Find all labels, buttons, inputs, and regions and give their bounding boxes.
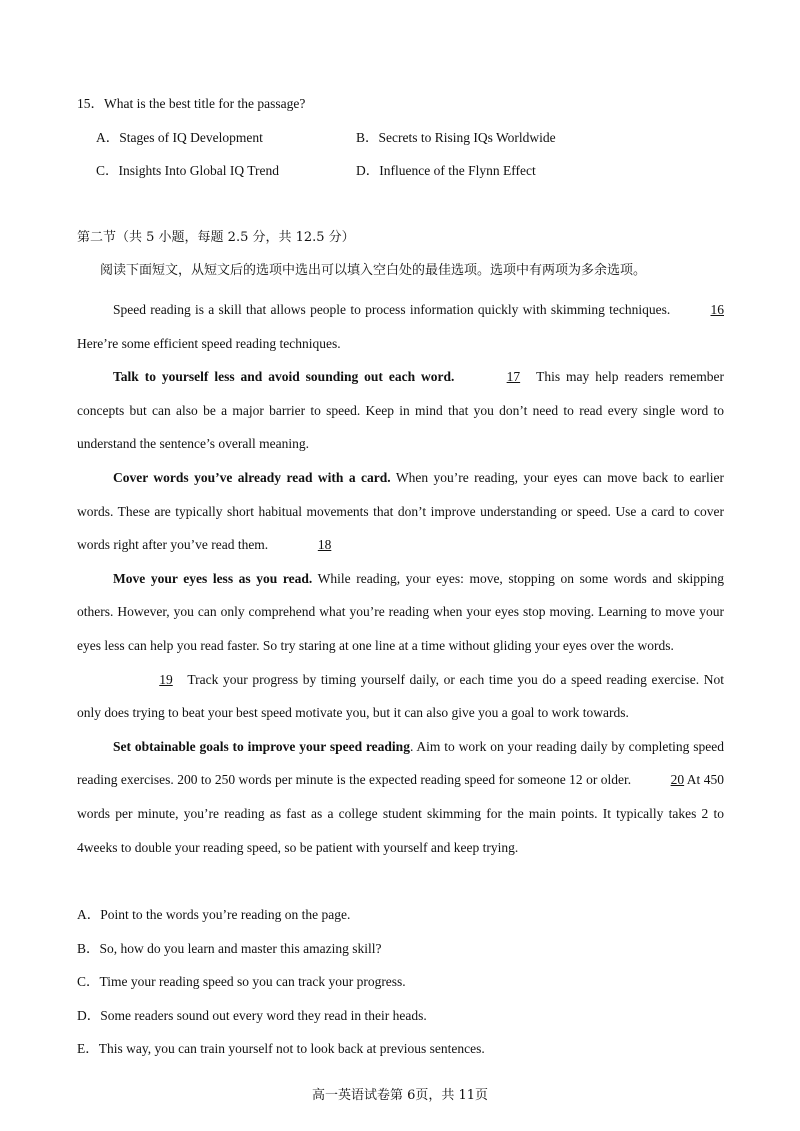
section-title: 第二节（共 5 小题，每题 2.5 分，共 12.5 分）: [77, 230, 355, 245]
paragraph-text: Track your progress by timing yourself daily, or each time you do a speed reading exercise. Not only does trying to beat your best speed motivate you, but it can also give you a goal to work towards.: [77, 671, 724, 721]
blank-20: 20: [670, 772, 685, 788]
paragraph-heading: Move your eyes less as you read.: [113, 570, 313, 586]
paragraph-heading: Talk to yourself less and avoid sounding out each word.: [113, 369, 455, 385]
passage-paragraph-6: [77, 730, 724, 864]
paragraph-text: This may help readers remember concepts but can also be a major barrier to speed. Keep in mind that you don’t need to read every single word to understand the sentence’s overall meaning.: [77, 369, 725, 452]
question-15-option-c: C．Insights Into Global IQ Trend: [96, 163, 280, 178]
paragraph-heading: Set obtainable goals to improve your speed reading: [113, 738, 410, 754]
paragraph-text: Speed reading is a skill that allows people to process information quickly with skimming techniques.: [113, 302, 671, 317]
passage-paragraph-5: [77, 663, 724, 730]
passage-paragraph-4: [77, 562, 724, 663]
passage-paragraph-1: [77, 293, 724, 360]
blank-16: 16: [710, 302, 724, 317]
blank-18: 18: [317, 537, 332, 553]
passage-paragraph-2: [77, 360, 724, 461]
paragraph-heading: Cover words you’ve already read with a card.: [113, 469, 391, 485]
paragraph-text: When you’re reading, your eyes can move back to earlier words. These are typically short habitual movements that don’t improve understanding or speed. Use a card to cover words right after you’ve read them.: [77, 469, 724, 553]
blank-17: 17: [506, 369, 521, 385]
choice-c: C．Time your reading speed so you can track your progress.: [77, 974, 406, 990]
question-15-stem: 15．What is the best title for the passage?: [77, 96, 306, 111]
page-footer: 高一英语试卷第 6页，共 11页: [311, 1088, 489, 1103]
paragraph-text: . Aim to work on your reading daily by completing speed reading exercises. 200 to 250 words per minute is the expected reading speed for someone 12 or older.: [77, 738, 724, 788]
reading-passage: [77, 293, 724, 864]
answer-choices: [77, 898, 737, 1066]
question-15-option-d: D．Influence of the Flynn Effect: [356, 163, 536, 178]
question-15-option-b: B．Secrets to Rising IQs Worldwide: [356, 130, 556, 145]
paragraph-text: Here’re some efficient speed reading techniques.: [77, 335, 341, 351]
paragraph-text: At 450 words per minute, you’re reading as fast as a college student skimming for the main points. It typically takes 2 to 4weeks to double your reading speed, so be patient with yourself and keep trying.: [77, 772, 725, 855]
choice-a: A．Point to the words you’re reading on the page.: [77, 907, 351, 922]
question-15-option-a: A．Stages of IQ Development: [96, 130, 263, 145]
section-instructions: 阅读下面短文，从短文后的选项中选出可以填入空白处的最佳选项。选项中有两项为多余选项。: [100, 263, 647, 278]
blank-19: 19: [159, 671, 173, 687]
passage-paragraph-3: [77, 461, 724, 562]
paragraph-text: While reading, your eyes: move, stopping on some words and skipping others. However, you can only comprehend what you’re reading when your eyes stop moving. Learning to move your eyes less can help you read faster. So try staring at one line at a time without gliding your eyes over the words.: [77, 570, 724, 653]
choice-d: D．Some readers sound out every word they read in their heads.: [77, 1007, 427, 1023]
choice-e: E．This way, you can train yourself not to look back at previous sentences.: [77, 1041, 485, 1057]
choice-b: B．So, how do you learn and master this amazing skill?: [77, 940, 382, 956]
